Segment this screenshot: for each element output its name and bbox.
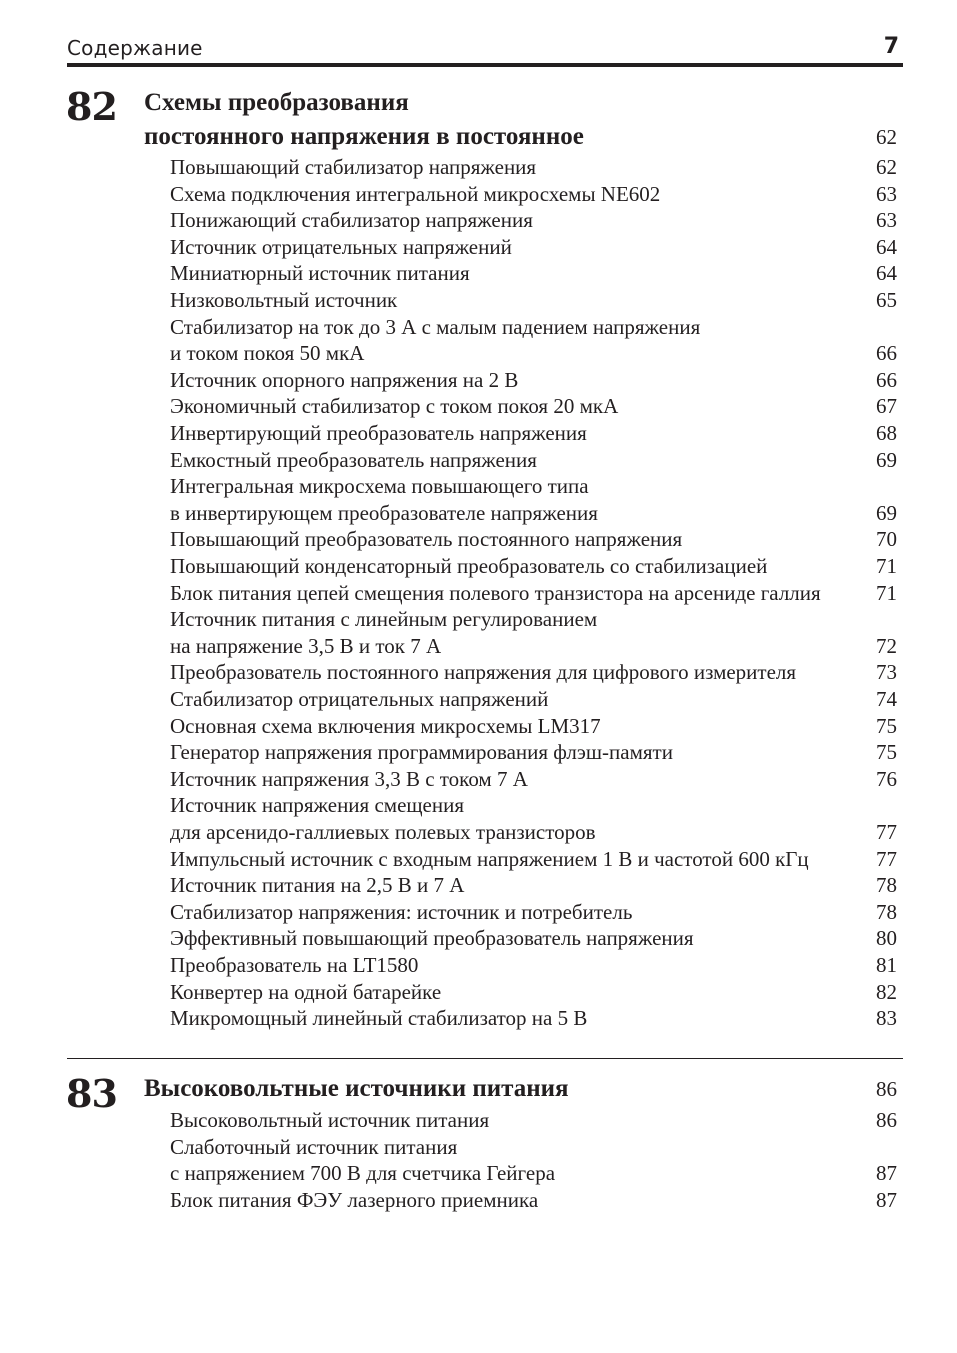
toc-entry: Конвертер на одной батарейке xyxy=(170,979,442,1004)
toc-entry-page: 63 xyxy=(876,181,897,206)
toc-entry-page: 78 xyxy=(876,899,897,924)
toc-entry: Преобразователь постоянного напряжения для цифрового измерителя xyxy=(170,660,797,685)
toc-entry: Стабилизатор на ток до 3 А с малым падением напряжения xyxy=(170,314,701,339)
toc-entry-page: 77 xyxy=(876,820,897,844)
toc-entry: Блок питания цепей смещения полевого транзистора на арсениде галлия xyxy=(170,580,821,605)
toc-entry: Генератор напряжения программирования флэш-памяти xyxy=(170,740,673,765)
toc-entry-page: 77 xyxy=(876,846,897,871)
toc-entry-page: 87 xyxy=(876,1161,897,1186)
chapter-title: Схемы преобразования xyxy=(144,89,409,116)
toc-entry-page: 69 xyxy=(876,447,897,472)
toc-entry-page: 74 xyxy=(876,687,897,711)
toc-entry: Слаботочный источник питания xyxy=(170,1134,458,1159)
toc-entry-page: 73 xyxy=(876,660,897,685)
toc-entry: и током покоя 50 мкА xyxy=(170,341,365,366)
toc-entry: Микромощный линейный стабилизатор на 5 В xyxy=(170,1006,588,1031)
toc-entry: Повышающий преобразователь постоянного напряжения xyxy=(170,527,683,552)
toc-entry-page: 62 xyxy=(876,155,897,179)
toc-entry-page: 68 xyxy=(876,421,897,445)
toc-entry: Стабилизатор отрицательных напряжений xyxy=(170,687,549,711)
toc-entry-page: 64 xyxy=(876,261,897,286)
toc-entry-page: 70 xyxy=(876,527,897,552)
toc-entry-page: 78 xyxy=(876,873,897,898)
toc-entry-page: 71 xyxy=(876,554,897,578)
toc-entry-page: 75 xyxy=(876,713,897,738)
toc-entry: Миниатюрный источник питания xyxy=(170,261,470,286)
toc-entry-page: 63 xyxy=(876,208,897,233)
toc-entry: Преобразователь на LT1580 xyxy=(170,953,419,977)
toc-entry: Импульсный источник с входным напряжением 1 В и частотой 600 кГц xyxy=(170,846,809,871)
chapter-page-number: 86 xyxy=(876,1077,897,1101)
toc-entry-page: 76 xyxy=(876,766,897,791)
section-divider xyxy=(67,1058,903,1059)
toc-entry-page: 66 xyxy=(876,341,897,366)
toc-entry: в инвертирующем преобразователе напряжения xyxy=(170,500,598,525)
toc-entry: Основная схема включения микросхемы LM317 xyxy=(170,713,601,738)
page-number: 7 xyxy=(883,34,899,59)
toc-entry-page: 69 xyxy=(876,500,897,525)
toc-entry: Понижающий стабилизатор напряжения xyxy=(170,208,533,233)
toc-entry-page: 80 xyxy=(876,926,897,951)
chapter-title: Высоковольтные источники питания xyxy=(144,1075,569,1102)
toc-entry-page: 87 xyxy=(876,1187,897,1212)
toc-entry: Эффективный повышающий преобразователь напряжения xyxy=(170,926,694,951)
toc-entry: Интегральная микросхема повышающего типа xyxy=(170,474,589,499)
toc-entry: Источник опорного напряжения на 2 В xyxy=(170,367,519,392)
page-header xyxy=(67,34,903,66)
toc-entry: Повышающий конденсаторный преобразователь со стабилизацией xyxy=(170,554,768,578)
toc-entry: Стабилизатор напряжения: источник и потребитель xyxy=(170,899,633,924)
toc-entry-page: 86 xyxy=(876,1108,897,1132)
toc-entry: Повышающий стабилизатор напряжения xyxy=(170,155,537,179)
toc-entry: Высоковольтный источник питания xyxy=(170,1108,490,1132)
toc-entry: на напряжение 3,5 В и ток 7 А xyxy=(170,633,442,658)
toc-entry: Экономичный стабилизатор с током покоя 20 мкА xyxy=(170,394,619,419)
toc-entry-page: 64 xyxy=(876,234,897,259)
toc-entry-page: 72 xyxy=(876,633,897,658)
toc-entry-page: 75 xyxy=(876,740,897,765)
toc-entry-page: 81 xyxy=(876,953,897,977)
toc-entry: Схема подключения интегральной микросхемы NE602 xyxy=(170,181,661,206)
toc-entry: с напряжением 700 В для счетчика Гейгера xyxy=(170,1161,556,1186)
toc-entry: Источник напряжения смещения xyxy=(170,793,465,818)
toc-entry: Блок питания ФЭУ лазерного приемника xyxy=(170,1187,539,1212)
toc-entry: для арсенидо-галлиевых полевых транзисторов xyxy=(170,820,596,844)
toc-entry-page: 65 xyxy=(876,288,897,312)
toc-entry: Инвертирующий преобразователь напряжения xyxy=(170,421,587,445)
toc-entry: Источник напряжения 3,3 В с током 7 А xyxy=(170,766,528,791)
toc-entry: Источник питания с линейным регулированием xyxy=(170,607,598,632)
chapter-number: 83 xyxy=(66,1071,117,1116)
chapter-number: 82 xyxy=(66,84,117,129)
toc-entry: Источник питания на 2,5 В и 7 А xyxy=(170,873,465,898)
toc-entry: Низковольтный источник xyxy=(170,288,398,312)
toc-entry: Источник отрицательных напряжений xyxy=(170,234,512,259)
toc-entry-page: 67 xyxy=(876,394,897,419)
toc-entry-page: 71 xyxy=(876,580,897,605)
toc-entry-page: 83 xyxy=(876,1006,897,1031)
chapter-title: постоянного напряжения в постоянное xyxy=(144,123,584,150)
toc-entry-page: 82 xyxy=(876,979,897,1004)
chapter-page-number: 62 xyxy=(876,125,897,149)
toc-entry: Емкостный преобразователь напряжения xyxy=(170,447,537,472)
running-title: Содержание xyxy=(67,36,203,60)
header-rule xyxy=(67,63,903,67)
toc-entry-page: 66 xyxy=(876,367,897,392)
